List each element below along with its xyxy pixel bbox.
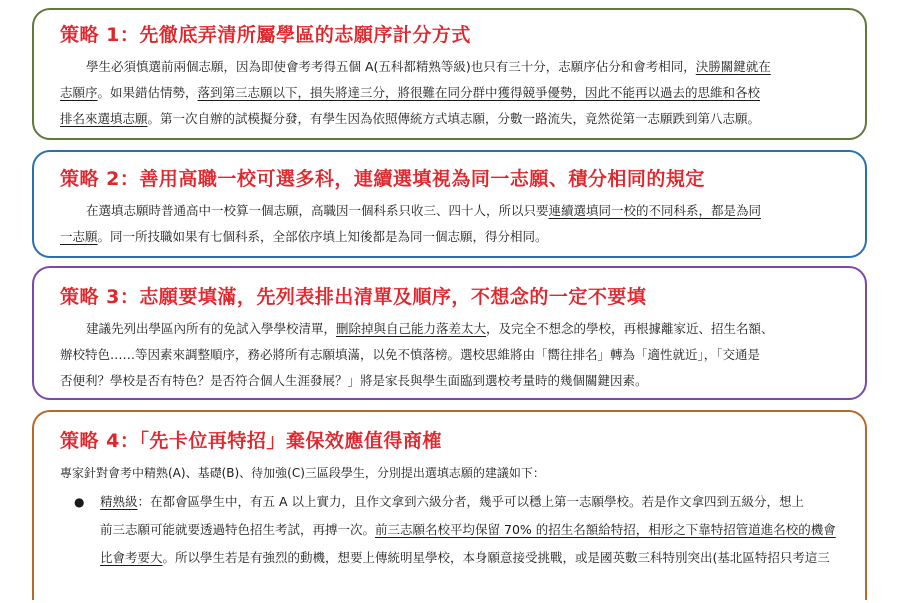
text-run: 。同一所技職如果有七個科系，全部依序填上知後都是為同一個志願，得分相同。 xyxy=(97,229,548,244)
underlined-text: 排名來選填志願 xyxy=(60,111,148,126)
strategy-3-heading: 策略 3：志願要填滿，先列表排出清單及順序，不想念的一定不要填 xyxy=(60,286,647,308)
underlined-text: 志願序 xyxy=(60,85,98,100)
underlined-text: 決勝關鍵就在 xyxy=(695,59,771,74)
underlined-text: 連續選填同一校的不同科系，都是為同 xyxy=(548,203,762,218)
strategy-2-heading: 策略 2：善用高職一校可選多科，連續選填視為同一志願、積分相同的規定 xyxy=(60,168,705,190)
strategy-4-intro: 專家針對會考中精熟(A)、基礎(B)、待加強(C)三區段學生，分別提出選填志願的建議如下： xyxy=(60,466,545,480)
underlined-text: 落到第三志願以下，損失將達三分，將很難在同分群中獲得競爭優勢，因此不能再以過去的思維和各校 xyxy=(197,85,761,100)
text-run: ：在都會區學生中，有五 A 以上實力，且作文拿到六級分者，幾乎可以穩上第一志願學校。若是作文拿四到五級分，想上 xyxy=(137,494,805,509)
strategy-1-paragraph xyxy=(60,54,841,132)
paragraph-line xyxy=(60,54,841,80)
strategy-box-3 xyxy=(32,266,867,400)
text-run: 。所以學生若是有強烈的動機，想要上傳統明星學校，本身願意接受挑戰，或是國英數三科特別突出(基北區特招只考這三 xyxy=(162,550,830,565)
text-run: 辦校特色……等因素來調整順序，務必將所有志願填滿，以免不慎落榜。選校思維將由「嚮往排名」轉為「適性就近」，「交通是 xyxy=(60,347,761,362)
strategy-1-heading: 策略 1：先徹底弄清所屬學區的志願序計分方式 xyxy=(60,24,471,46)
bullet-body xyxy=(100,488,841,572)
paragraph-line xyxy=(100,544,841,572)
paragraph-line xyxy=(60,368,841,394)
bullet-item-proficient xyxy=(74,488,841,572)
text-run: 在選填志願時普通高中一校算一個志願，高職因一個科系只收三、四十人，所以只要 xyxy=(86,203,549,218)
text-run: 。第一次自辦的試模擬分發，有學生因為依照傳統方式填志願，分數一路流失，竟然從第一志願跌到第八志願。 xyxy=(147,111,761,126)
underlined-text: 一志願 xyxy=(60,229,98,244)
paragraph-line xyxy=(60,342,841,368)
strategy-box-2 xyxy=(32,150,867,258)
text-run: 建議先列出學區內所有的免試入學學校清單， xyxy=(86,321,337,336)
paragraph-line xyxy=(100,516,841,544)
text-run: 否便利？學校是否有特色？是否符合個人生涯發展？」將是家長與學生面臨到選校考量時的幾個關鍵因素。 xyxy=(60,373,648,388)
bullet-icon: ● xyxy=(74,495,85,509)
paragraph-line xyxy=(60,198,841,224)
strategy-4-heading: 策略 4：「先卡位再特招」棄保效應值得商榷 xyxy=(60,430,442,452)
paragraph-line xyxy=(60,224,841,250)
text-run: 。如果錯估情勢， xyxy=(97,85,198,100)
underlined-text: 刪除掉與自己能力落差太大 xyxy=(336,321,487,336)
underlined-text: 比會考要大 xyxy=(100,550,163,565)
strategy-3-paragraph xyxy=(60,316,841,394)
paragraph-line xyxy=(60,106,841,132)
strategy-box-1 xyxy=(32,8,867,140)
strategy-2-paragraph xyxy=(60,198,841,250)
paragraph-line xyxy=(60,316,841,342)
text-run: 前三志願可能就要透過特色招生考試，再搏一次。 xyxy=(100,522,376,537)
underlined-text: 前三志願名校平均保留 70% 的招生名額給特招，相形之下靠特招管道進名校的機會 xyxy=(375,522,836,537)
strategy-box-4 xyxy=(32,410,867,600)
underlined-text: 精熟級 xyxy=(100,494,138,509)
text-run: 學生必須慎選前兩個志願，因為即使會考考得五個 A(五科都精熟等級)也只有三十分，志願序佔分和會考相同， xyxy=(86,59,696,74)
paragraph-line xyxy=(60,80,841,106)
paragraph-line xyxy=(100,488,841,516)
text-run: ，及完全不想念的學校，再根據離家近、招生名額、 xyxy=(486,321,774,336)
